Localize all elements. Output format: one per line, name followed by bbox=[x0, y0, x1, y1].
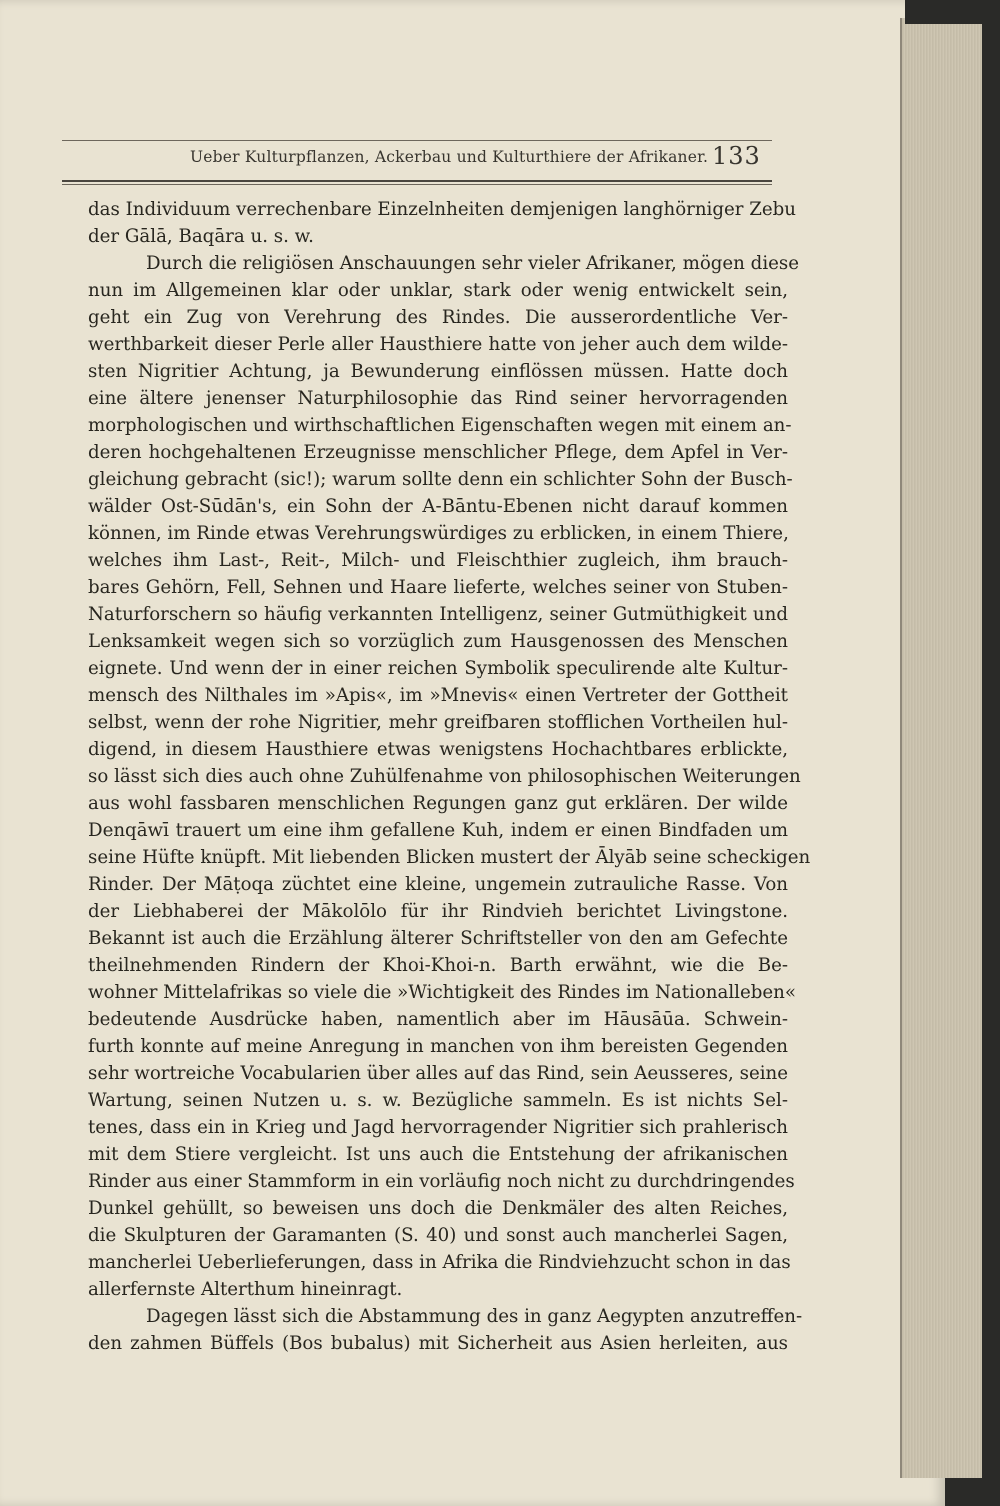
text-line-39: die Skulpturen der Garamanten (S. 40) und sonst auch mancherlei Sagen, bbox=[88, 1225, 788, 1246]
text-line-13: können, im Rinde etwas Verehrungswürdiges zu erblicken, in einem Thiere, bbox=[88, 523, 789, 544]
text-line-19: mensch des Nilthales im »Apis«, im »Mnevis« einen Vertreter der Gottheit bbox=[88, 685, 788, 706]
text-line-24: Denqāwī trauert um eine ihm gefallene Kuh, indem er einen Bindfaden um bbox=[88, 820, 788, 841]
text-line-42: Dagegen lässt sich die Abstammung des in ganz Aegypten anzutreffen- bbox=[146, 1306, 803, 1327]
text-line-25: seine Hüfte knüpft. Mit liebenden Blicken mustert der Ālyāb seine scheckigen bbox=[88, 847, 811, 868]
text-line-35: tenes, dass ein in Krieg und Jagd hervorragender Nigritier sich prahlerisch bbox=[88, 1117, 788, 1138]
text-line-30: wohner Mittelafrikas so viele die »Wichtigkeit des Rindes im Nationalleben« bbox=[88, 982, 796, 1003]
text-line-18: eignete. Und wenn der in einer reichen Symbolik speculirende alte Kultur- bbox=[88, 658, 788, 679]
text-line-15: bares Gehörn, Fell, Sehnen und Haare lieferte, welches seiner von Stuben- bbox=[88, 577, 788, 598]
page-edges bbox=[900, 18, 982, 1478]
text-line-22: so lässt sich dies auch ohne Zuhülfenahme von philosophischen Weiterungen bbox=[88, 766, 801, 787]
body-text bbox=[88, 196, 811, 1357]
text-line-10: deren hochgehaltenen Erzeugnisse menschlicher Pflege, dem Apfel in Ver- bbox=[88, 442, 788, 463]
background-corner bbox=[905, 0, 1000, 24]
text-line-26: Rinder. Der Māṭoqa züchtet eine kleine, ungemein zutrauliche Rasse. Von bbox=[88, 874, 788, 895]
text-line-37: Rinder aus einer Stammform in ein vorläufig noch nicht zu durchdringendes bbox=[88, 1171, 795, 1192]
text-line-43: den zahmen Büffels (Bos bubalus) mit Sicherheit aus Asien herleiten, aus bbox=[88, 1333, 788, 1354]
text-line-4: nun im Allgemeinen klar oder unklar, stark oder wenig entwickelt sein, bbox=[88, 280, 788, 301]
text-line-9: morphologischen und wirthschaftlichen Eigenschaften wegen mit einem an- bbox=[88, 415, 792, 436]
text-line-14: welches ihm Last-, Reit-, Milch- und Fleischthier zugleich, ihm brauch- bbox=[88, 550, 788, 571]
text-line-29: theilnehmenden Rindern der Khoi-Khoi-n. Barth erwähnt, wie die Be- bbox=[88, 955, 788, 976]
text-line-20: selbst, wenn der rohe Nigritier, mehr greifbaren stofflichen Vortheilen hul- bbox=[88, 712, 788, 733]
header-rule-bottom bbox=[62, 180, 772, 182]
text-line-23: aus wohl fassbaren menschlichen Regungen ganz gut erklären. Der wilde bbox=[88, 793, 788, 814]
text-line-8: eine ältere jenenser Naturphilosophie das Rind seiner hervorragenden bbox=[88, 388, 788, 409]
text-line-16: Naturforschern so häufig verkannten Intelligenz, seiner Gutmüthigkeit und bbox=[88, 604, 788, 625]
text-line-11: gleichung gebracht (sic!); warum sollte denn ein schlichter Sohn der Busch- bbox=[88, 469, 793, 490]
text-line-40: mancherlei Ueberlieferungen, dass in Afrika die Rindviehzucht schon in das bbox=[88, 1252, 791, 1273]
running-head: Ueber Kulturpflanzen, Ackerbau und Kulturthiere der Afrikaner. bbox=[190, 148, 709, 166]
text-line-6: werthbarkeit dieser Perle aller Hausthiere hatte von jeher auch dem wilde- bbox=[88, 334, 788, 355]
text-line-12: wälder Ost-Sūdān's, ein Sohn der A-Bāntu-Ebenen nicht darauf kommen bbox=[88, 496, 788, 517]
text-line-32: furth konnte auf meine Anregung in manchen von ihm bereisten Gegenden bbox=[88, 1036, 788, 1057]
text-line-7: sten Nigritier Achtung, ja Bewunderung einflössen müssen. Hatte doch bbox=[88, 361, 788, 382]
header-rule-top bbox=[62, 140, 772, 141]
page-number: 133 bbox=[712, 142, 761, 170]
text-line-38: Dunkel gehüllt, so beweisen uns doch die Denkmäler des alten Reiches, bbox=[88, 1198, 788, 1219]
text-line-3: Durch die religiösen Anschauungen sehr vieler Afrikaner, mögen diese bbox=[146, 253, 799, 274]
text-line-33: sehr wortreiche Vocabularien über alles auf das Rind, sein Aeusseres, seine bbox=[88, 1063, 788, 1084]
text-line-34: Wartung, seinen Nutzen u. s. w. Bezügliche sammeln. Es ist nichts Sel- bbox=[88, 1090, 788, 1111]
text-line-21: digend, in diesem Hausthiere etwas wenigstens Hochachtbares erblickte, bbox=[88, 739, 788, 760]
text-line-31: bedeutende Ausdrücke haben, namentlich aber im Hāusāūa. Schwein- bbox=[88, 1009, 788, 1030]
text-line-1: das Individuum verrechenbare Einzelnheiten demjenigen langhörniger Zebu bbox=[88, 199, 797, 220]
text-line-28: Bekannt ist auch die Erzählung älterer Schriftsteller von den am Gefechte bbox=[88, 928, 788, 949]
text-line-27: der Liebhaberei der Mākolōlo für ihr Rindvieh berichtet Livingstone. bbox=[88, 901, 788, 922]
header-rule-bottom-second bbox=[62, 184, 772, 185]
text-line-41: allerfernste Alterthum hineinragt. bbox=[88, 1279, 403, 1300]
text-line-36: mit dem Stiere vergleicht. Ist uns auch die Entstehung der afrikanischen bbox=[88, 1144, 788, 1165]
text-line-5: geht ein Zug von Verehrung des Rindes. Die ausserordentliche Ver- bbox=[88, 307, 788, 328]
text-line-17: Lenksamkeit wegen sich so vorzüglich zum Hausgenossen des Menschen bbox=[88, 631, 788, 652]
text-line-2: der Gālā, Baqāra u. s. w. bbox=[88, 226, 314, 247]
